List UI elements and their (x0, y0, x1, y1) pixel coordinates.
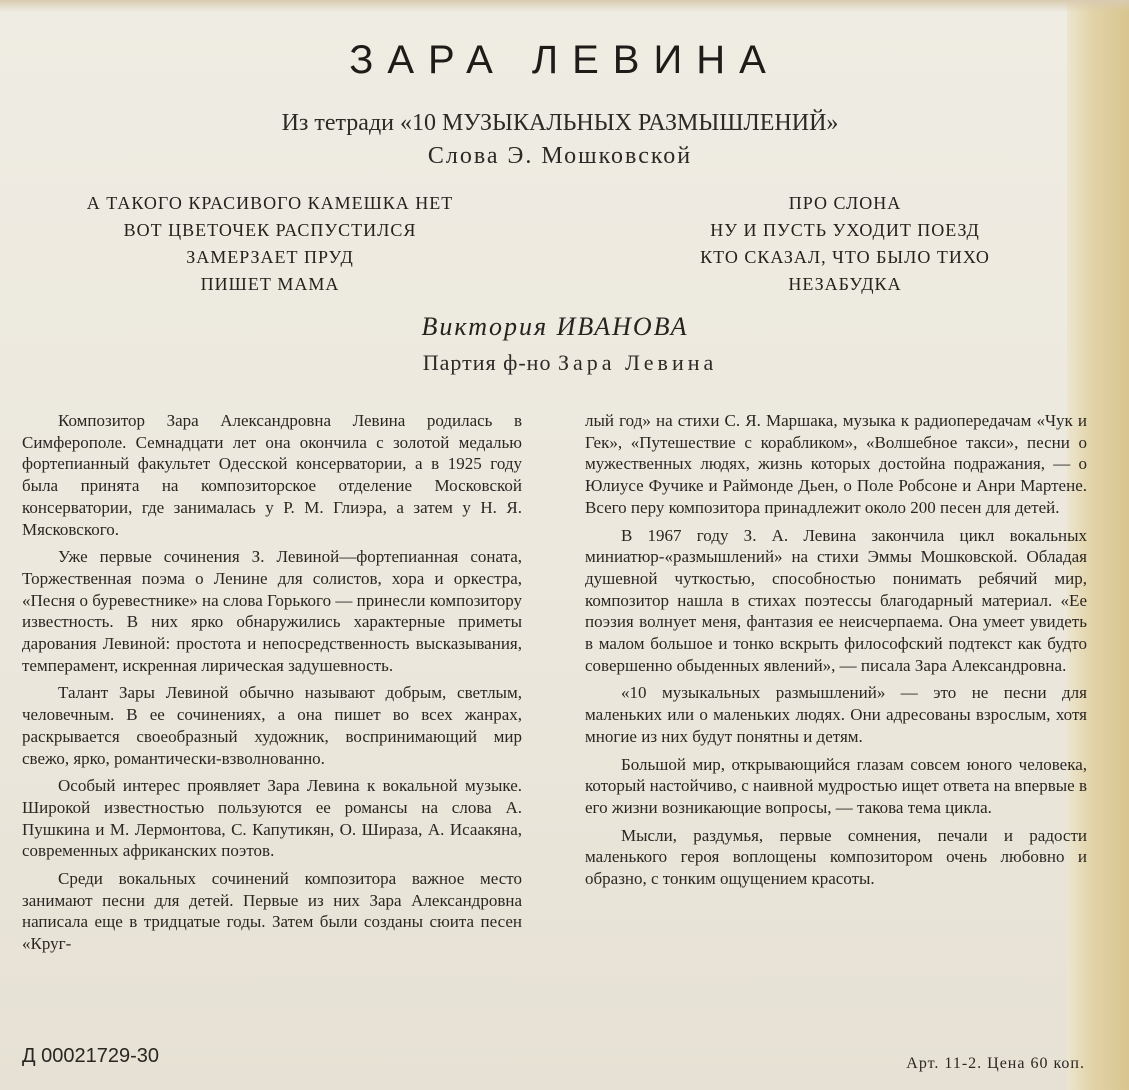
price-info: Арт. 11-2. Цена 60 коп. (906, 1055, 1085, 1072)
bio-paragraph: Мысли, раздумья, первые сомнения, печали и радости маленького героя воплощены композитором очень любовно и образно, с тонким ощущением красоты. (585, 825, 1087, 889)
accompaniment-credit (0, 350, 1129, 376)
song-title: ПИШЕТ МАМА (200, 274, 340, 294)
song-title: НЕЗАБУДКА (788, 274, 902, 294)
bio-paragraph: Большой мир, открывающийся глазам совсем юного человека, который настойчиво, с наивной мудростью ищет ответа на впервые в его жизни возникающие вопросы, — такова тема цикла. (585, 754, 1087, 817)
composer-title: ЗАРА ЛЕВИНА (349, 38, 780, 82)
song-title: НУ И ПУСТЬ УХОДИТ ПОЕЗД (710, 220, 980, 240)
bio-paragraph: Композитор Зара Александровна Левина родилась в Симферополе. Семнадцати лет она окончила с золотой медалью фортепианный факультет Одесской консерватории, а в 1925 году была принята на композиторское отделение Московской консерватории, где занималась у Р. М. Глиэра, а затем у Н. Я. Мясковского. (22, 411, 522, 539)
top-shadow (0, 0, 1129, 12)
song-title: ВОТ ЦВЕТОЧЕК РАСПУСТИЛСЯ (123, 220, 417, 240)
song-title: А ТАКОГО КРАСИВОГО КАМЕШКА НЕТ (86, 193, 454, 213)
song-list-left (30, 190, 510, 298)
bio-paragraph: Талант Зары Левиной обычно называют добрым, светлым, человечным. В ее сочинениях, а она пишет во всех жанрах, раскрывается своеобразный художник, воспринимающий мир свежо, ярко, романтически-взволнованно. (22, 683, 522, 768)
lyrics-credit: Слова Э. Мошковской (427, 143, 693, 169)
performer-name: Виктория ИВАНОВА (421, 312, 689, 341)
song-list-right (620, 190, 1070, 298)
bio-paragraph: Уже первые сочинения З. Левиной—фортепианная соната, Торжественная поэма о Ленине для солистов, хора и оркестра, «Песня о буревестнике» на слова Горького — принесли композитору известность. В них ярко обнаружились характерные приметы дарования Левиной: простота и непосредственность высказывания, темперамент, искренная лирическая задушевность. (22, 547, 522, 675)
accompaniment-label: Партия ф-но (422, 350, 552, 375)
bio-paragraph: «10 музыкальных размышлений» — это не песни для маленьких или о маленьких людях. Они адресованы взрослым, хотя многие из них будут понятны и детям. (585, 683, 1087, 746)
bio-paragraph: В 1967 году З. А. Левина закончила цикл вокальных миниатюр-«размышлений» на стихи Эммы Мошковской. Обладая душевной чуткостью, способностью понимать ребячий мир, композитор нашла в стихах поэтессы благодарный материал. «Ее поэзия волнует меня, фантазия ее неисчерпаема. Она умеет увидеть в малом большое и тонко вскрыть философский подтекст как будто совершенно обыденных явлений», — писала Зара Александровна. (585, 525, 1087, 675)
song-title: ЗАМЕРЗАЕТ ПРУД (186, 247, 354, 267)
catalog-number: Д 00021729-30 (22, 1045, 159, 1067)
biography-column-left (22, 410, 522, 955)
collection-subtitle: Из тетради «10 МУЗЫКАЛЬНЫХ РАЗМЫШЛЕНИЙ» (281, 110, 839, 136)
bio-paragraph: Особый интерес проявляет Зара Левина к вокальной музыке. Широкой известностью пользуются ее романсы на слова А. Пушкина и М. Лермонтова, С. Капутикян, О. Шираза, А. Исаакяна, современных африканских поэтов. (22, 776, 522, 861)
song-title: КТО СКАЗАЛ, ЧТО БЫЛО ТИХО (700, 247, 990, 267)
biography-column-right (585, 410, 1087, 890)
bio-paragraph: Среди вокальных сочинений композитора важное место занимают песни для детей. Первые из них Зара Александровна написала еще в тридцатые годы. Затем были созданы сюита песен «Круг- (22, 869, 522, 954)
bio-paragraph: лый год» на стихи С. Я. Маршака, музыка к радиопередачам «Чук и Гек», «Путешествие с корабликом», «Волшебное такси», песни о мужественных людях, жизнь которых достойна подражания, — о Юлиусе Фучике и Раймонде Дьен, о Поле Робсоне и Анри Мартене. Всего перу композитора принадлежит около 200 песен для детей. (585, 411, 1087, 517)
accompaniment-name: Зара Левина (557, 350, 718, 375)
song-title: ПРО СЛОНА (788, 193, 902, 213)
